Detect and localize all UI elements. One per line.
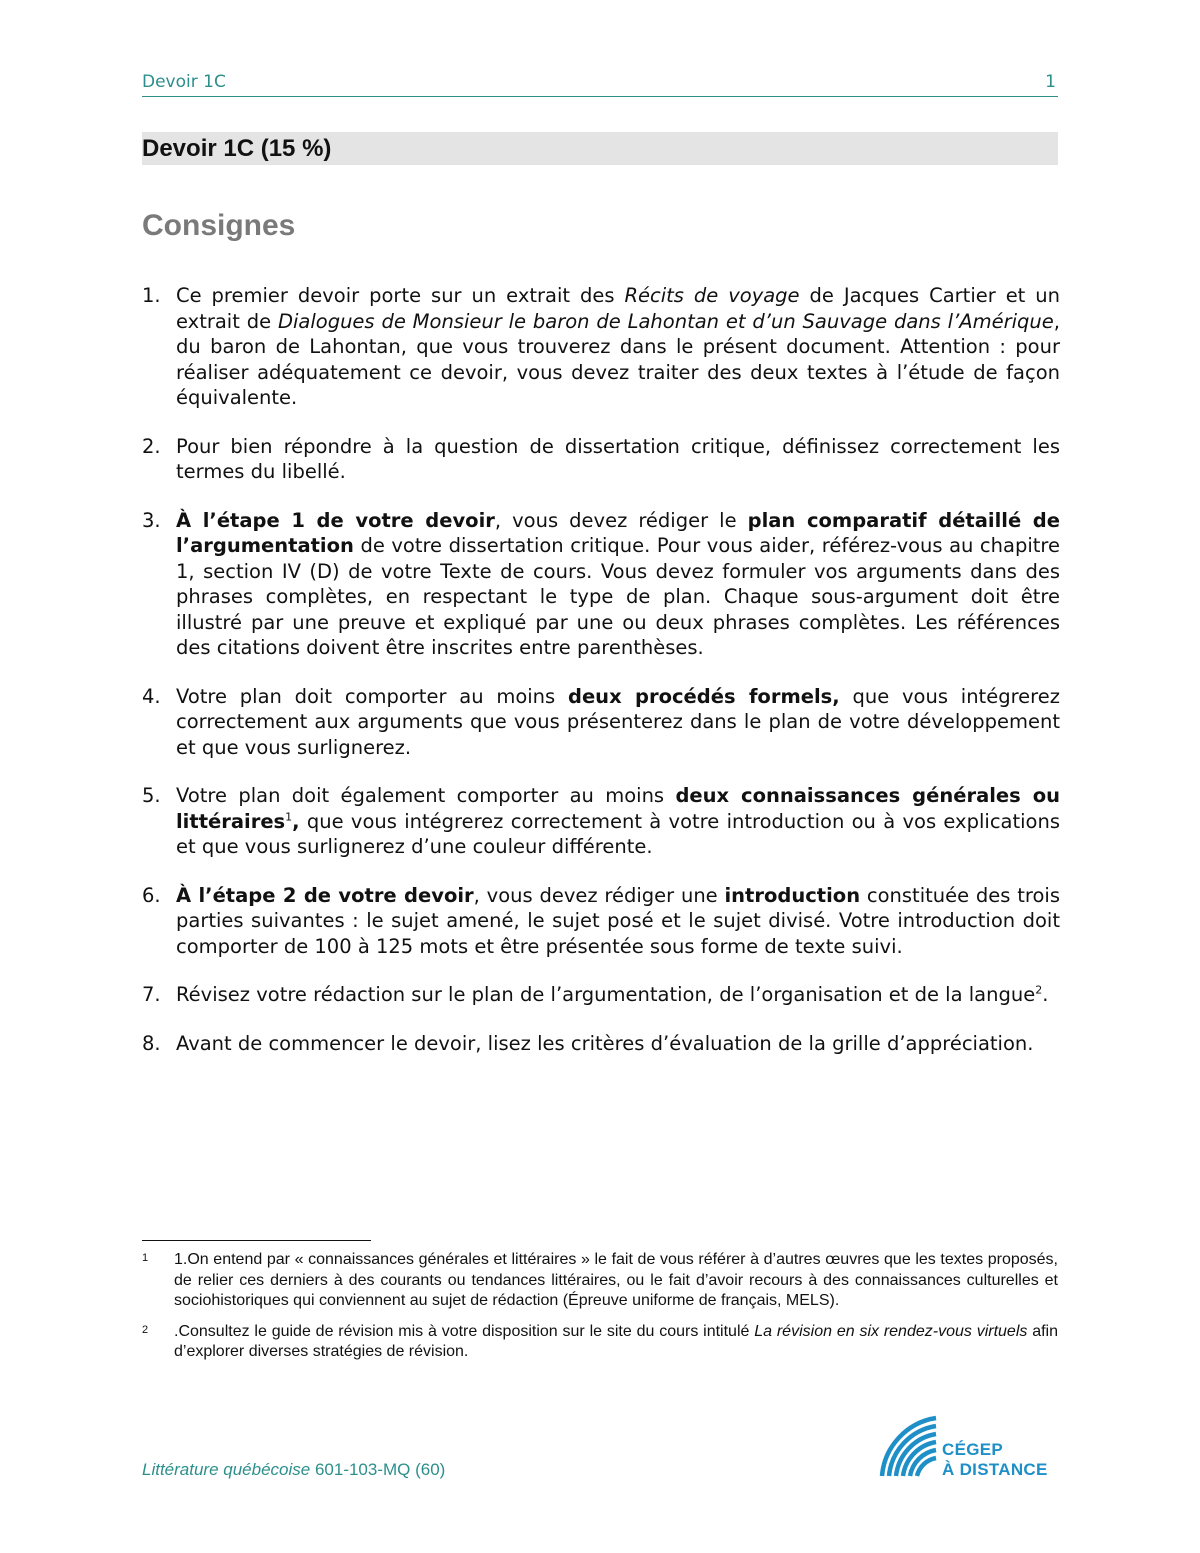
- logo-line-2: À DISTANCE: [942, 1460, 1048, 1479]
- text-run: À l’étape 1 de votre devoir: [176, 508, 495, 532]
- page-title: Devoir 1C (15 %): [142, 135, 332, 162]
- text-run: Votre plan doit comporter au moins: [176, 684, 568, 708]
- text-run: , du baron de Lahontan, que vous trouverez dans le présent document. Attention : pour réaliser adéquatement ce devoir, vous devez traiter des deux textes à l’étude de façon équivalente.: [176, 309, 1060, 409]
- item-number: 1.: [142, 284, 161, 307]
- text-run: ,: [292, 809, 300, 833]
- instruction-item: [142, 883, 1060, 960]
- text-run: , vous devez rédiger le: [494, 508, 748, 532]
- instruction-item: [142, 982, 1060, 1008]
- footnote: [142, 1250, 1058, 1312]
- text-run: deux procédés formels,: [568, 684, 840, 708]
- text-run: de votre dissertation critique. Pour vous aider, référez-vous au chapitre 1, section IV (D) de votre Texte de cours. Vous devez formuler vos arguments dans des phrases complètes, en respectant le type de plan. Chaque sous-argument doit être illustré par une preuve et expliqué par une ou deux phrases complètes. Les références des citations doivent être inscrites entre parenthèses.: [176, 534, 1060, 659]
- header-page-number: 1: [1045, 72, 1056, 92]
- text-run: que vous intégrerez correctement aux arguments que vous présenterez dans le plan de votre développement et que vous surlignerez.: [176, 684, 1060, 759]
- instruction-item: [142, 783, 1060, 860]
- item-number: 7.: [142, 983, 161, 1006]
- text-run: , vous devez rédiger une: [473, 883, 725, 907]
- text-run: .Consultez le guide de révision mis à votre disposition sur le site du cours intitulé: [174, 1322, 755, 1340]
- text-run: Récits de voyage: [624, 284, 800, 307]
- item-number: 8.: [142, 1031, 161, 1055]
- text-run: Votre plan doit également comporter au moins: [176, 784, 676, 807]
- instruction-item: [142, 684, 1060, 761]
- footnotes: [142, 1250, 1058, 1373]
- text-run: afin d’explorer diverses stratégies de révision.: [174, 1322, 1058, 1360]
- item-number: 6.: [142, 883, 161, 907]
- instruction-list: [142, 283, 1060, 1079]
- instruction-item: [142, 434, 1060, 485]
- text-run: Dialogues de Monsieur le baron de Lahontan et d’un Sauvage dans l’Amérique: [277, 309, 1054, 333]
- text-run: constituée des trois parties suivantes : le sujet amené, le sujet posé et le sujet divisé. Votre introduction doit comporter de 100 à 125 mots et être présentée sous forme de texte suivi.: [176, 883, 1060, 958]
- text-run: plan comparatif détaillé de l’argumentation: [176, 508, 1060, 557]
- footnote-mark: 1: [142, 1252, 149, 1264]
- item-number: 3.: [142, 508, 161, 532]
- text-run: La révision en six rendez-vous virtuels: [754, 1322, 1028, 1340]
- footer-course-title: Littérature québécoise: [142, 1460, 311, 1479]
- item-number: 4.: [142, 684, 161, 708]
- text-run: Pour bien répondre à la question de dissertation critique, définissez correctement les termes du libellé.: [176, 434, 1060, 483]
- text-run: À l’étape 2 de votre devoir: [176, 883, 474, 907]
- footnote: [142, 1322, 1058, 1363]
- item-number: 2.: [142, 434, 161, 458]
- running-header: [142, 70, 1058, 97]
- instruction-item: [142, 283, 1060, 411]
- text-run: de Jacques Cartier et un extrait de: [176, 284, 1060, 333]
- text-run: deux connaissances générales ou littéraires: [176, 784, 1060, 833]
- text-run: introduction: [724, 883, 861, 907]
- text-run: Ce premier devoir porte sur un extrait des: [176, 284, 625, 307]
- logo-text: [942, 1440, 1048, 1480]
- item-number: 5.: [142, 784, 161, 807]
- text-run: Révisez votre rédaction sur le plan de l’argumentation, de l’organisation et de la langue: [176, 983, 1036, 1006]
- running-footer: [142, 1460, 445, 1480]
- text-run: que vous intégrerez correctement à votre introduction ou à vos explications et que vous surlignerez d’une couleur différente.: [176, 809, 1060, 858]
- header-title: Devoir 1C: [142, 72, 226, 92]
- section-heading: Consignes: [142, 209, 296, 242]
- footnote-separator: [142, 1240, 371, 1241]
- footer-course-code: 601-103-MQ (60): [310, 1460, 446, 1479]
- instruction-item: [142, 508, 1060, 661]
- footnote-mark: 2: [142, 1323, 149, 1336]
- logo-line-1: CÉGEP: [942, 1440, 1004, 1459]
- footnote-reference: 2: [1035, 983, 1043, 997]
- text-run: Avant de commencer le devoir, lisez les critères d’évaluation de la grille d’appréciation.: [176, 1031, 1034, 1055]
- instruction-item: [142, 1031, 1060, 1057]
- text-run: 1.On entend par « connaissances générales et littéraires » le fait de vous référer à d’autres œuvres que les textes proposés, de relier ces derniers à des courants ou tendances littéraires, ou le fait d’avoir recours à des connaissances culturelles et sociohistoriques qui conviennent au sujet de rédaction (Épreuve uniforme de français, MELS).: [174, 1251, 1058, 1309]
- footnote-reference: 1: [285, 810, 293, 823]
- text-run: .: [1042, 983, 1049, 1006]
- title-bar: [142, 132, 1058, 165]
